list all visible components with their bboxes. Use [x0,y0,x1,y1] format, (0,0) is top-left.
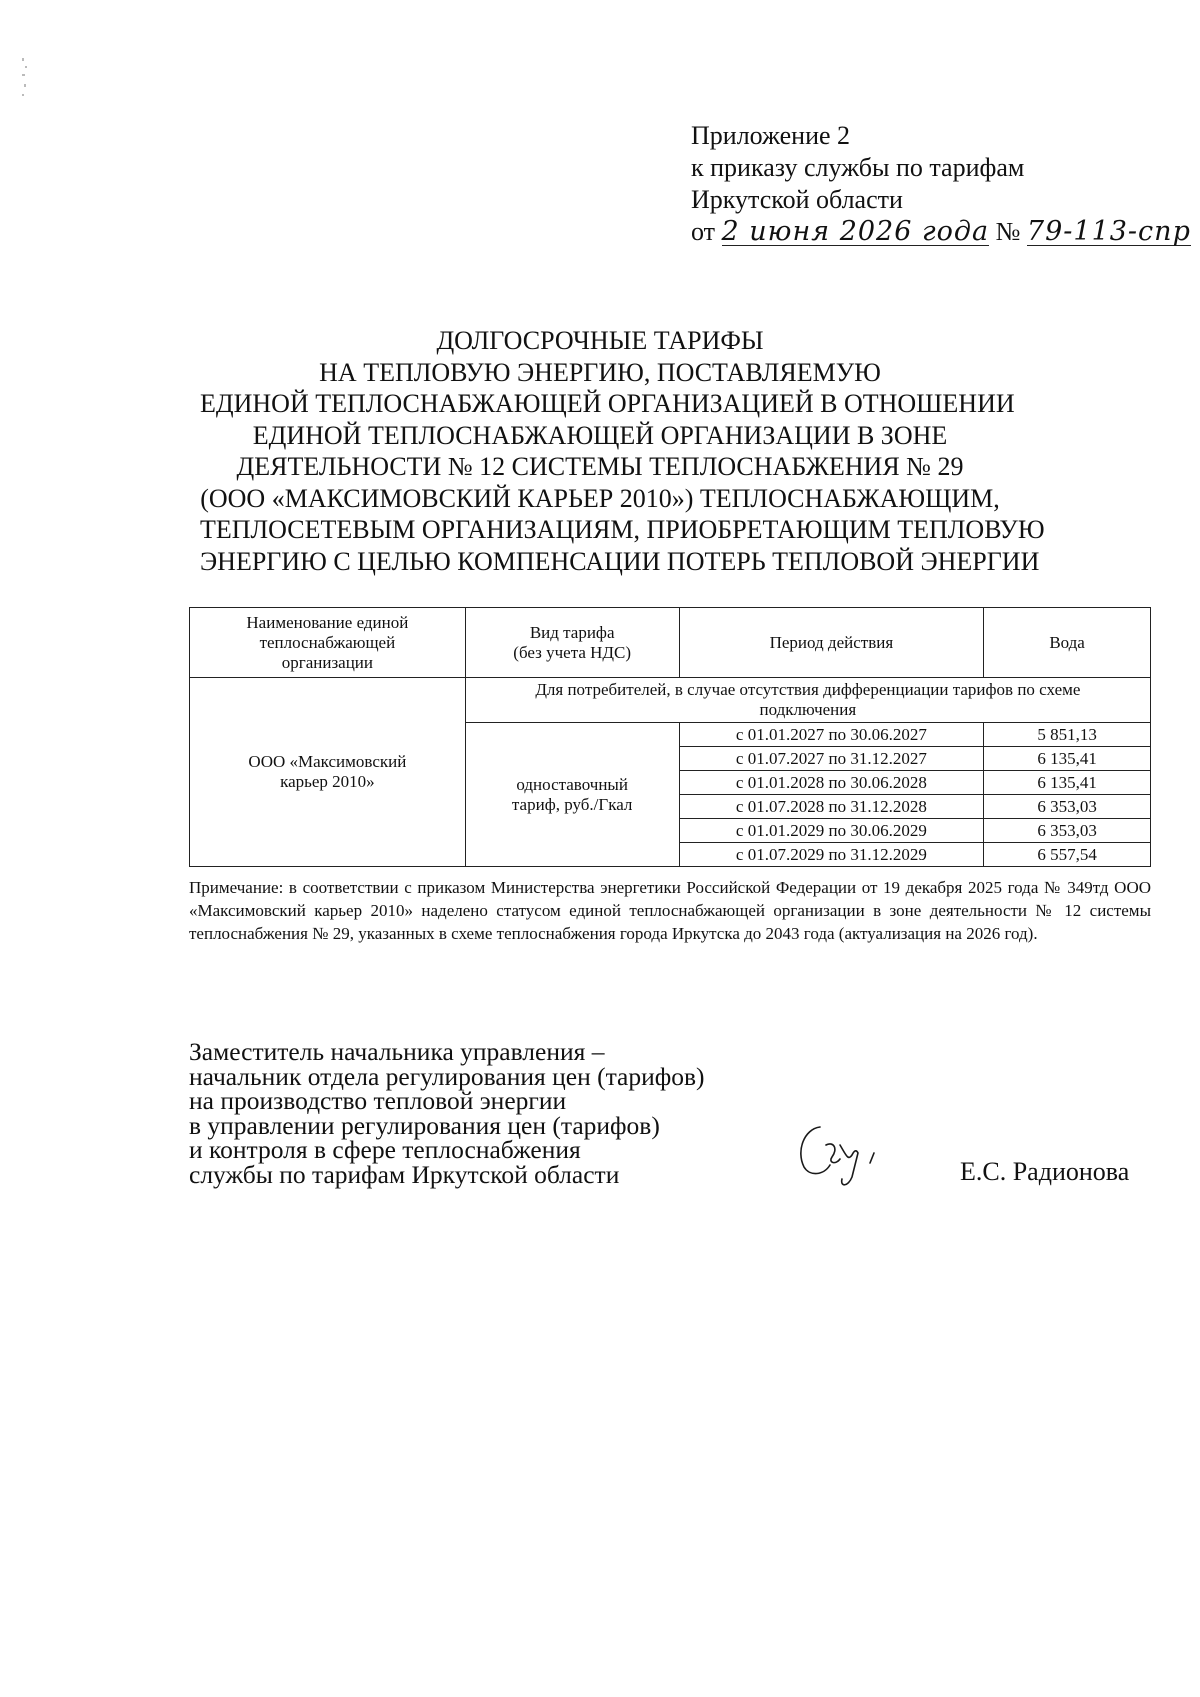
signer-line: в управлении регулирования цен (тарифов) [189,1110,660,1140]
period-cell: с 01.01.2029 по 30.06.2029 [679,819,984,843]
signer-line: и контроля в сфере теплоснабжения [189,1135,581,1164]
header-tariff-type: Вид тарифа (без учета НДС) [465,608,679,678]
appendix-line-3: Иркутской области [691,185,903,214]
title-line: НА ТЕПЛОВУЮ ЭНЕРГИЮ, ПОСТАВЛЯЕМУЮ [319,357,881,387]
appendix-line-1: Приложение 2 [691,121,851,150]
title-line: ЭНЕРГИЮ С ЦЕЛЬЮ КОМПЕНСАЦИИ ПОТЕРЬ ТЕПЛОВОЙ ЭНЕРГИИ [200,546,1040,576]
title-line: ТЕПЛОСЕТЕВЫМ ОРГАНИЗАЦИЯМ, ПРИОБРЕТАЮЩИМ ТЕПЛОВУЮ [200,515,1045,544]
water-cell: 6 135,41 [984,771,1151,795]
period-cell: с 01.01.2028 по 30.06.2028 [679,771,984,795]
title-line: ЕДИНОЙ ТЕПЛОСНАБЖАЮЩЕЙ ОРГАНИЗАЦИИ В ЗОНЕ [252,420,948,450]
handwritten-date: 2 июня 2026 года [721,216,990,247]
signer-line: службы по тарифам Иркутской области [189,1159,620,1189]
water-cell: 6 353,03 [984,819,1151,843]
date-prefix: от [691,217,716,246]
number-prefix: № [995,217,1021,246]
table-header-row [190,608,1151,678]
period-cell: с 01.07.2027 по 31.12.2027 [679,747,984,771]
handwritten-signature [790,1115,900,1195]
signer-line: Заместитель начальника управления – [189,1037,605,1066]
water-cell: 6 353,03 [984,795,1151,819]
appendix-date-line [691,216,1191,248]
water-cell: 5 851,13 [984,723,1151,747]
header-org: Наименование единой теплоснабжающей организации [190,608,466,678]
title-line: (ООО «МАКСИМОВСКИЙ КАРЬЕР 2010») ТЕПЛОСНАБЖАЮЩИМ, [200,483,1000,513]
title-line: ДЕЯТЕЛЬНОСТИ № 12 СИСТЕМЫ ТЕПЛОСНАБЖЕНИЯ № 29 [236,452,964,481]
header-water: Вода [984,608,1151,678]
water-cell: 6 557,54 [984,843,1151,867]
organization-cell: ООО «Максимовский карьер 2010» [190,678,466,867]
signer-line: начальник отдела регулирования цен (тарифов) [189,1061,705,1091]
scan-specks [0,0,60,130]
period-cell: с 01.07.2029 по 31.12.2029 [679,843,984,867]
title-line: ДОЛГОСРОЧНЫЕ ТАРИФЫ [436,326,764,355]
consumers-cell: Для потребителей, в случае отсутствия дифференциации тарифов по схеме подключения [465,678,1150,723]
signer-line: на производство тепловой энергии [189,1086,567,1115]
handwritten-number: 79-113-спр [1026,216,1191,247]
tariff-name-cell: одноставочный тариф, руб./Гкал [465,723,679,867]
period-cell: с 01.01.2027 по 30.06.2027 [679,723,984,747]
document-title [200,325,1045,577]
tariff-table [189,607,1151,867]
period-cell: с 01.07.2028 по 31.12.2028 [679,795,984,819]
signer-position [189,1037,705,1189]
table-note: Примечание: в соответствии с приказом Министерства энергетики Российской Федерации от 19 декабря 2025 года № 349тд ООО «Максимовский карьер 2010» наделено статусом единой теплоснабжающей организации в зоне деятельности № 12 системы теплоснабжения № 29, указанных в схеме теплоснабжения города Иркутска до 2043 года (актуализация на 2026 год). [189,878,1151,943]
consumers-row [190,678,1151,723]
signer-name: Е.С. Радионова [960,1157,1130,1186]
header-period: Период действия [679,608,984,678]
title-line: ЕДИНОЙ ТЕПЛОСНАБЖАЮЩЕЙ ОРГАНИЗАЦИЕЙ В ОТНОШЕНИИ [200,389,1015,418]
appendix-header [691,120,1191,248]
appendix-line-2: к приказу службы по тарифам [691,153,1025,182]
water-cell: 6 135,41 [984,747,1151,771]
